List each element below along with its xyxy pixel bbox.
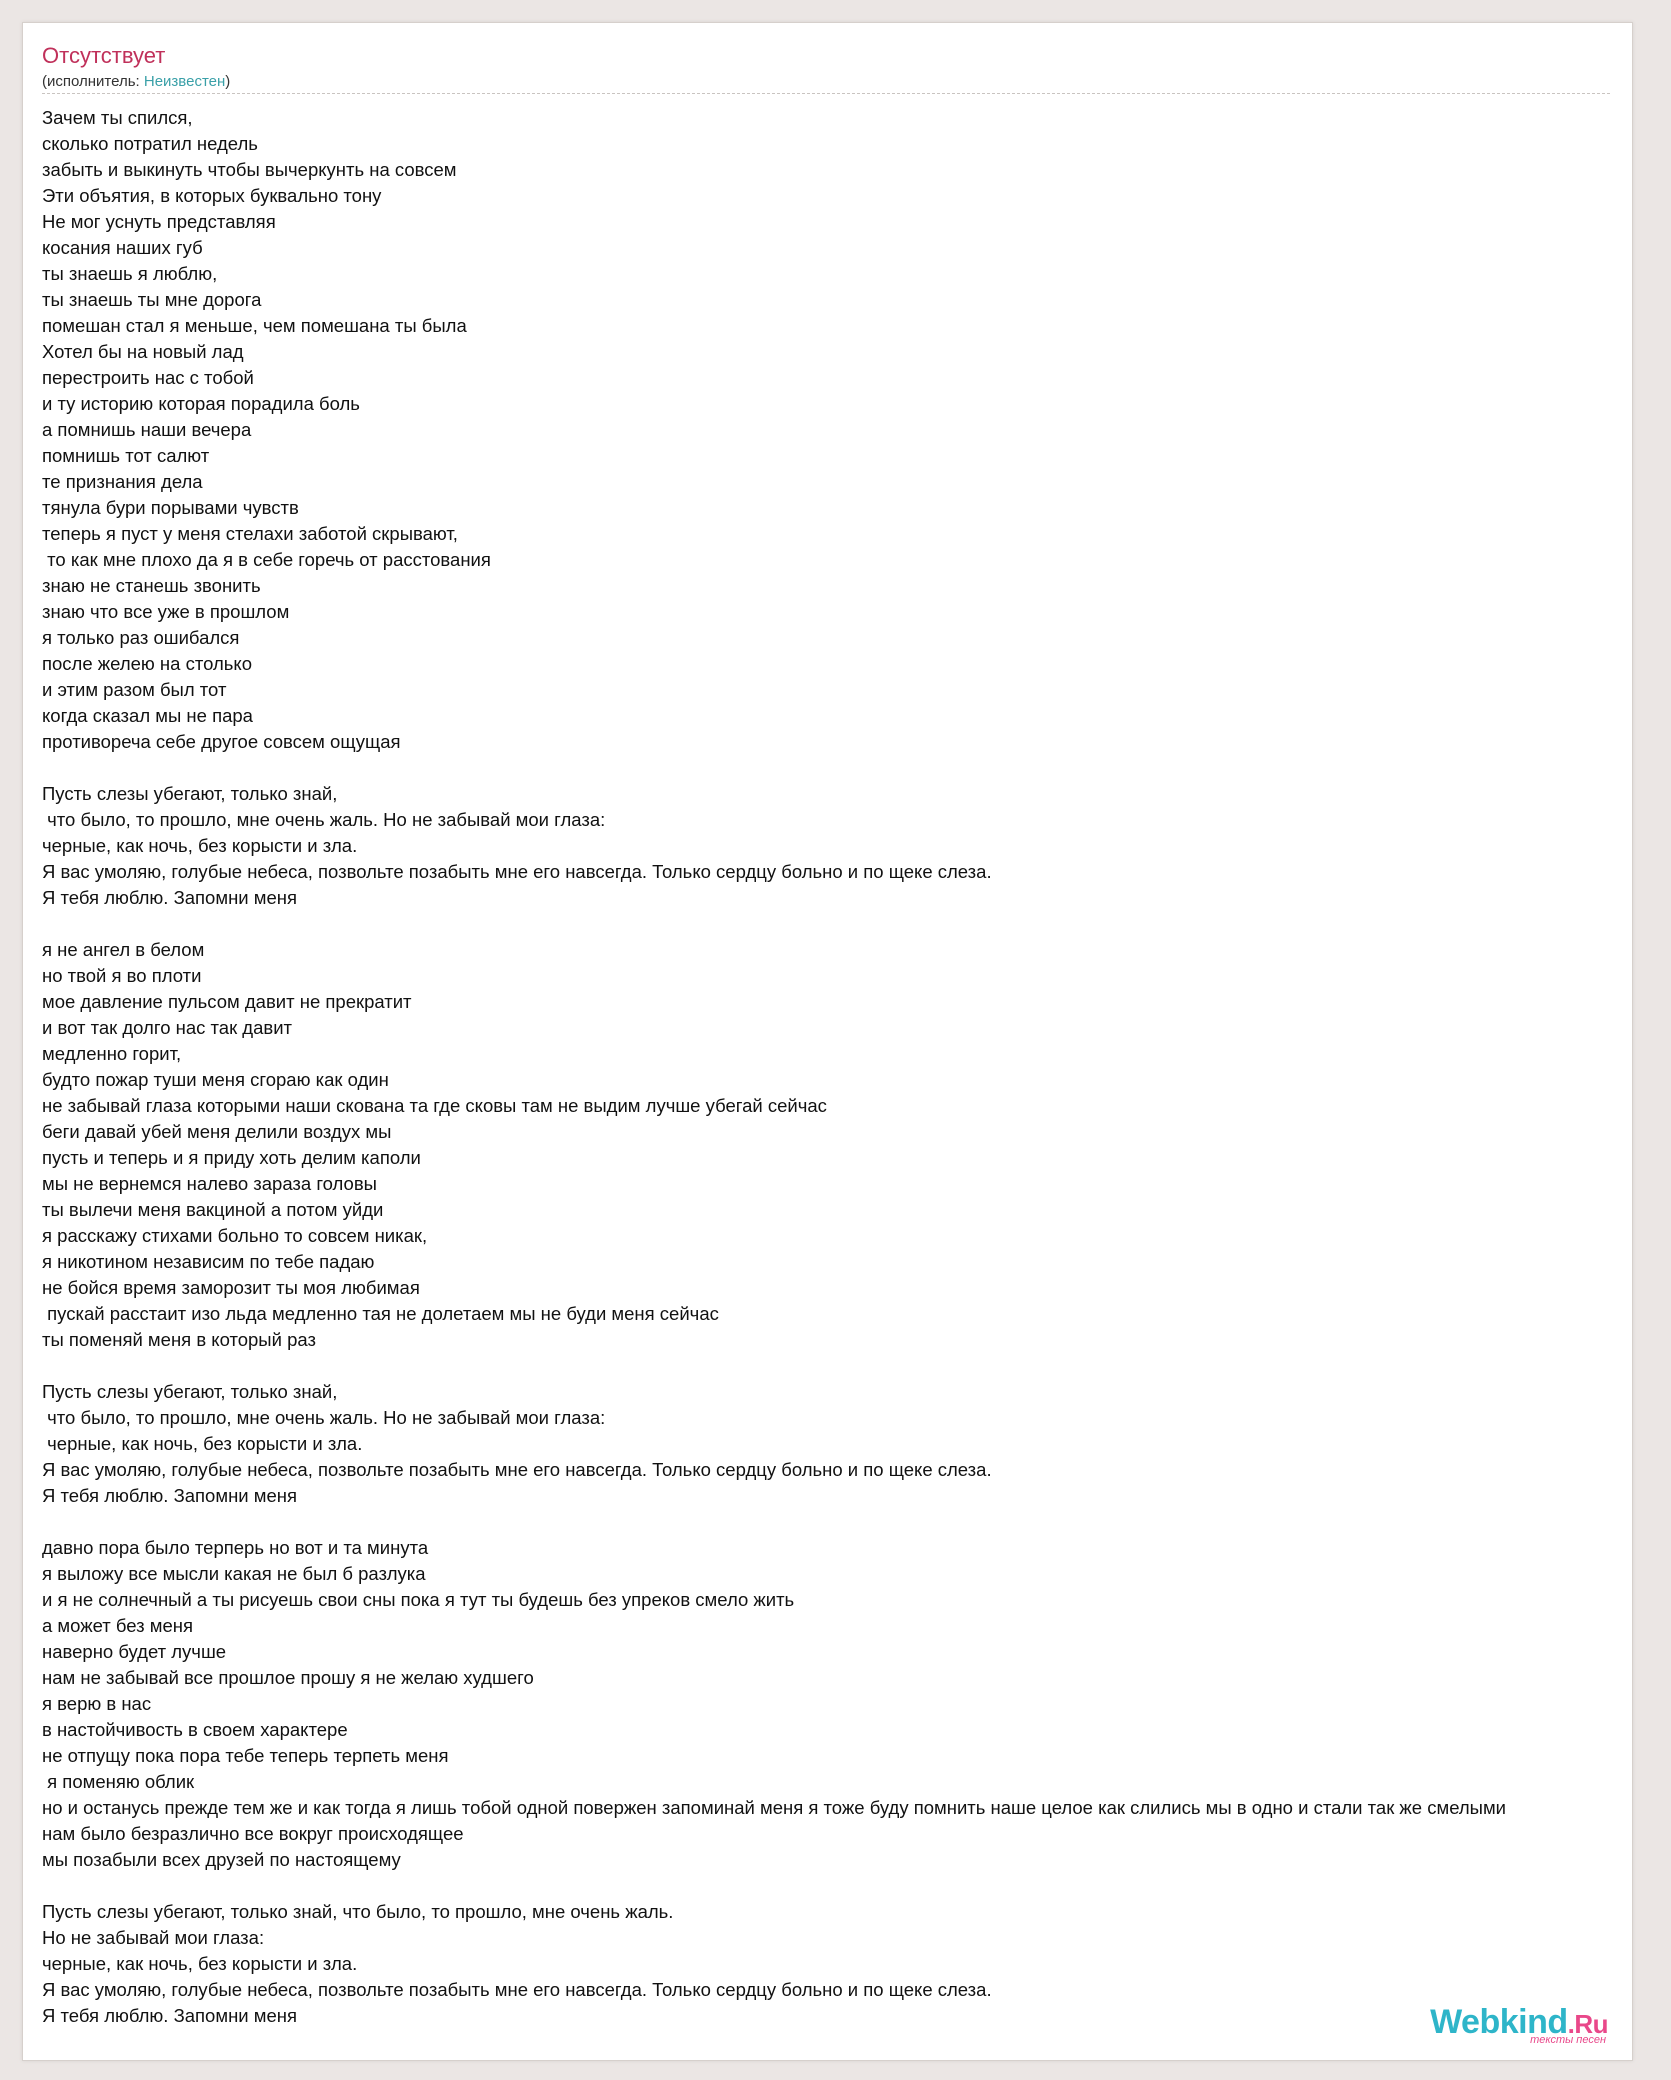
header-divider bbox=[42, 93, 1610, 94]
logo-main-text: Webkind bbox=[1430, 2003, 1568, 2041]
logo-subtitle: тексты песен bbox=[1530, 2034, 1606, 2046]
artist-link[interactable]: Неизвестен bbox=[143, 73, 226, 90]
lyrics-page bbox=[22, 22, 1633, 2061]
artist-prefix: (исполнитель: bbox=[42, 73, 144, 90]
logo-suffix: .Ru bbox=[1567, 2009, 1608, 2039]
lyrics-text: Зачем ты спился, сколько потратил недель забыть и выкинуть чтобы вычеркунть на совсем Эти объятия, в которых буквально тону Не мог уснуть представляя косания наших губ ты знаешь я люблю, ты знаешь ты мне дорога помешан стал я меньше, чем помешана ты была Хотел бы на новый лад перестроить нас с тобой и ту историю которая порадила боль а помнишь наши вечера помнишь тот салют те признания дела тянула бури порывами чувств теперь я пуст у меня стелахи заботой скрывают, то как мне плохо да я в себе горечь от расстования знаю не станешь звонить знаю что все уже в прошлом я только раз ошибался после желею на столько и этим разом был тот когда сказал мы не пара противореча себе другое совсем ощущая Пусть слезы убегают, только знай, что было, то прошло, мне очень жаль. Но не забывай мои глаза: черные, как ночь, без корысти и зла. Я вас умоляю, голубые небеса, позвольте позабыть мне его навсегда. Только сердцу больно и по щеке слеза. Я тебя люблю. Запомни меня я не ангел в белом но твой я во плоти мое давление пульсом давит не прекратит и вот так долго нас так давит медленно горит, будто пожар туши меня сгораю как один не забывай глаза которыми наши скована та где сковы там не выдим лучше убегай сейчас беги давай убей меня делили воздух мы пусть и теперь и я приду хоть делим каполи мы не вернемся налево зараза головы ты вылечи меня вакциной а потом уйди я расскажу стихами больно то совсем никак, я никотином независим по тебе падаю не бойся время заморозит ты моя любимая пускай расстаит изо льда медленно тая не долетаем мы не буди меня сейчас ты поменяй меня в который раз Пусть слезы убегают, только знай, что было, то прошло, мне очень жаль. Но не забывай мои глаза: черные, как ночь, без корысти и зла. Я вас умоляю, голубые небеса, позвольте позабыть мне его навсегда. Только сердцу больно и по щеке слеза. Я тебя люблю. Запомни меня давно пора было терперь но вот и та минута я выложу все мысли какая не был б разлука и я не солнечный а ты рисуешь свои сны пока я тут ты будешь без упреков смело жить а может без меня наверно будет лучше нам не забывай все прошлое прошу я не желаю худшего я верю в нас в настойчивость в своем характере не отпущу пока пора тебе теперь терпеть меня я поменяю облик но и останусь прежде тем же и как тогда я лишь тобой одной повержен запоминай меня я тоже буду помнить наше целое как слились мы в одно и стали так же смелыми нам было безразлично все вокруг происходящее мы позабыли всех друзей по настоящему Пусть слезы убегают, только знай, что было, то прошло, мне очень жаль. Но не забывай мои глаза: черные, как ночь, без корысти и зла. Я вас умоляю, голубые небеса, позвольте позабыть мне его навсегда. Только сердцу больно и по щеке слеза. Я тебя люблю. Запомни меня bbox=[42, 107, 1507, 2026]
artist-line bbox=[42, 73, 230, 91]
site-logo[interactable] bbox=[1430, 2003, 1608, 2046]
artist-suffix: ) bbox=[225, 73, 231, 90]
song-title: Отсутствует bbox=[42, 43, 166, 68]
